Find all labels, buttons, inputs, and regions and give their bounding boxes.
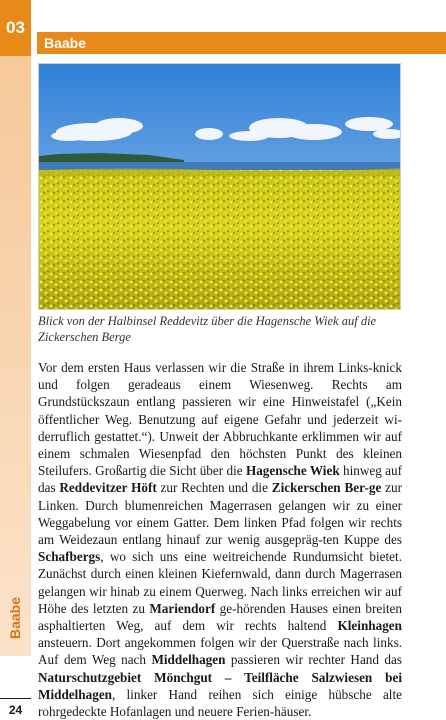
place-name: Reddevitzer Höft (59, 480, 157, 496)
place-name: Zickerschen Ber-ge (271, 480, 382, 496)
page-number: 24 (0, 700, 31, 720)
rapeseed-field-illustration (39, 64, 401, 310)
place-name: Naturschutzgebiet Mönchgut – Teilfläche Salzwiesen bei Middelhagen (38, 669, 402, 702)
body-text-segment: , linker Hand reihen sich einige hübsche alte rohrgedeckte Hofanlagen und neuere Ferien-häuser. (38, 686, 402, 720)
landscape-photo (38, 63, 401, 310)
body-text-segment: ansteuern. Dort angekommen folgen wir der Querstraße nach links. Auf dem Weg nach (38, 635, 402, 668)
side-chapter-label-text: Baabe (7, 596, 24, 640)
side-chapter-label (0, 590, 31, 646)
body-text-segment: ge-hörenden Hauses einen breiten asphaltierten Weg, auf dem wir rechts haltend (38, 600, 402, 634)
body-text-segment: hinweg auf das (38, 463, 403, 496)
body-text-segment: zur Rechten und die (156, 480, 272, 496)
body-text-segment: Vor dem ersten Haus verlassen wir die Straße in ihrem Links-knick und folgen geradeaus einem Wiesenweg. Rechts am Grundstückszaun entlang passieren wir eine Hinweistafel („Kein öffentlicher Weg. Benutzung auf eigene Gefahr und jederzeit wi-derruflich gestattet.“). Unweit der Abbruchkante erklimmen wir auf einem schmalen Wiesenpfad den höchsten Punkt des kleinen Steilufers. Großartig die Sicht über die (38, 360, 402, 479)
body-text-segment: , wo sich uns eine weitreichende Rundumsicht bietet. Zunächst durch einen kleinen Kiefernwald, dann durch Magerrasen gelangen wir hinab zu einem Querweg. Nach links erreichen wir auf Höhe des letzten zu (38, 549, 402, 616)
side-bar (0, 0, 31, 720)
place-name: Middelhagen (151, 652, 226, 668)
chapter-number: 03 (0, 0, 31, 56)
body-text-segment: passieren wir rechter Hand das (225, 652, 402, 668)
place-name: Mariendorf (149, 600, 216, 616)
place-name: Schafbergs (38, 549, 101, 565)
chapter-title-bar (37, 32, 446, 54)
place-name: Kleinhagen (337, 618, 402, 634)
photo-caption: Blick von der Halbinsel Reddevitz über die Hagensche Wiek auf die Zickerschen Berge (38, 314, 377, 344)
place-name: Hagensche Wiek (245, 463, 340, 479)
body-text-segment: zur Linken. Durch blumenreichen Magerrasen gelangen wir zu einer Weggabelung vor einem Gatter. Dem linken Pfad folgen wir rechts am Weidezaun entlang hinauf zur wenig ausgepräg-ten Kuppe des (38, 480, 402, 548)
chapter-title: Baabe (44, 35, 87, 51)
body-text (38, 359, 402, 720)
side-strip (0, 56, 31, 656)
body-paragraph (38, 359, 402, 720)
